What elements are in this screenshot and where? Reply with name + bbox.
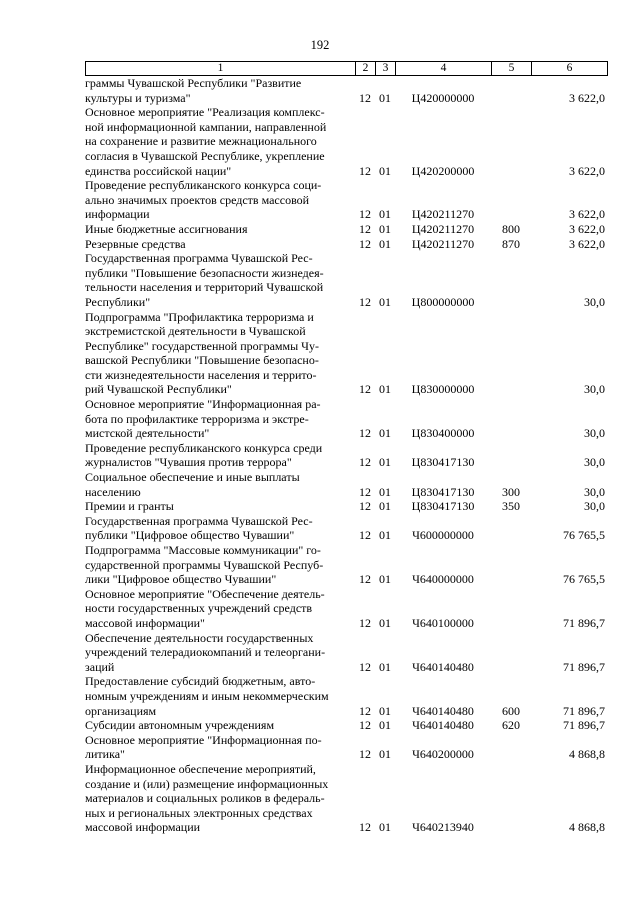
expense-type-code — [491, 587, 531, 631]
amount: 76 765,5 — [563, 528, 605, 543]
header-col-6: 6 — [532, 62, 608, 76]
section-code: 12 — [359, 659, 371, 674]
description-line: Социальное обеспечение и иные выплаты — [85, 470, 300, 485]
expense-type-code — [491, 76, 531, 105]
target-article-code: Ц830417130 — [411, 499, 475, 514]
header-col-4: 4 — [396, 62, 492, 76]
section-code: 12 — [359, 207, 371, 222]
subsection-code: 01 — [379, 221, 391, 236]
table-row — [85, 251, 607, 309]
subsection-code: 01 — [379, 703, 391, 718]
description-line: Предоставление субсидий бюджетным, авто- — [85, 674, 316, 689]
amount: 71 896,7 — [563, 615, 605, 630]
description-line: создание и (или) размещение информационных — [85, 776, 329, 791]
section-code: 12 — [359, 90, 371, 105]
subsection-code: 01 — [379, 615, 391, 630]
expense-type-code: 800 — [502, 221, 520, 236]
table-row — [85, 397, 607, 441]
description-line: Основное мероприятие "Обеспечение деятель- — [85, 586, 325, 601]
section-code: 12 — [359, 615, 371, 630]
expense-type-code — [491, 733, 531, 762]
description-line: вашской Республики "Повышение безопасно- — [85, 353, 319, 368]
table-header — [85, 61, 608, 76]
subsection-code: 01 — [379, 747, 391, 762]
row-description — [85, 397, 355, 441]
target-article-code: Ч640140480 — [412, 703, 474, 718]
expense-type-code — [491, 543, 531, 587]
section-code: 12 — [359, 820, 371, 835]
header-col-2: 2 — [356, 62, 376, 76]
table-row — [85, 178, 607, 222]
section-code: 12 — [359, 499, 371, 514]
amount: 4 868,8 — [569, 747, 605, 762]
section-code: 12 — [359, 703, 371, 718]
header-col-3: 3 — [376, 62, 396, 76]
subsection-code: 01 — [379, 294, 391, 309]
expense-type-code — [491, 178, 531, 222]
description-line: согласия в Чувашской Республике, укрепление — [85, 148, 325, 163]
target-article-code: Ч640140480 — [412, 718, 474, 733]
target-article-code: Ц830400000 — [411, 426, 475, 441]
expense-type-code: 870 — [502, 236, 520, 251]
subsection-code: 01 — [379, 528, 391, 543]
section-code: 12 — [359, 163, 371, 178]
description-line: Обеспечение деятельности государственных — [85, 630, 314, 645]
description-line: Государственная программа Чувашской Рес- — [85, 251, 313, 266]
expense-type-code: 350 — [502, 499, 520, 514]
description-line: экстремистской деятельности в Чувашской — [85, 324, 306, 339]
target-article-code: Ц800000000 — [411, 294, 475, 309]
section-code: 12 — [359, 528, 371, 543]
description-line: лики "Цифровое общество Чувашии" — [85, 572, 277, 587]
expense-type-code — [491, 397, 531, 441]
description-line: публики "Цифровое общество Чувашии" — [85, 528, 295, 543]
amount: 3 622,0 — [569, 207, 605, 222]
table-row — [85, 718, 607, 733]
amount: 30,0 — [584, 499, 605, 514]
row-description — [85, 674, 355, 718]
amount: 30,0 — [584, 484, 605, 499]
description-line: единства российской нации" — [85, 163, 232, 178]
target-article-code: Ц420200000 — [411, 163, 475, 178]
table-row — [85, 441, 607, 470]
description-line: массовой информации — [85, 820, 201, 835]
table-row — [85, 631, 607, 675]
header-col-5: 5 — [492, 62, 532, 76]
amount: 71 896,7 — [563, 703, 605, 718]
amount: 30,0 — [584, 426, 605, 441]
section-code: 12 — [359, 382, 371, 397]
description-line: рий Чувашской Республики" — [85, 382, 232, 397]
description-line: заций — [85, 659, 115, 674]
row-description — [85, 718, 355, 733]
subsection-code: 01 — [379, 455, 391, 470]
subsection-code: 01 — [379, 426, 391, 441]
page-number: 192 — [310, 38, 330, 52]
target-article-code: Ч640140480 — [412, 659, 474, 674]
description-line: учреждений телерадиокомпаний и телеоргани- — [85, 645, 326, 660]
amount: 3 622,0 — [569, 221, 605, 236]
row-description — [85, 543, 355, 587]
section-code: 12 — [359, 455, 371, 470]
table-row — [85, 222, 607, 237]
table-row — [85, 543, 607, 587]
subsection-code: 01 — [379, 236, 391, 251]
header-col-1: 1 — [86, 62, 356, 76]
section-code: 12 — [359, 484, 371, 499]
expense-type-code: 620 — [502, 718, 520, 733]
description-line: мистской деятельности" — [85, 426, 210, 441]
expense-type-code — [491, 441, 531, 470]
expense-type-code: 600 — [502, 703, 520, 718]
subsection-code: 01 — [379, 90, 391, 105]
subsection-code: 01 — [379, 820, 391, 835]
description-line: ных и региональных электронных средствах — [85, 805, 313, 820]
table-row — [85, 76, 607, 105]
description-line: бота по профилактике терроризма и экстре- — [85, 411, 309, 426]
description-line: на сохранение и развитие межнационального — [85, 134, 317, 149]
target-article-code: Ц830417130 — [411, 455, 475, 470]
table-row — [85, 674, 607, 718]
description-line: ной информационной кампании, направленной — [85, 119, 327, 134]
target-article-code: Ц420211270 — [411, 221, 475, 236]
description-line: Проведение республиканского конкурса соци- — [85, 178, 322, 193]
row-description — [85, 237, 355, 252]
table-row — [85, 310, 607, 398]
description-line: Республике" государственной программы Чу- — [85, 338, 319, 353]
table-row — [85, 470, 607, 499]
subsection-code: 01 — [379, 382, 391, 397]
description-line: Подпрограмма "Профилактика терроризма и — [85, 309, 314, 324]
target-article-code: Ч600000000 — [412, 528, 474, 543]
section-code: 12 — [359, 221, 371, 236]
row-description — [85, 514, 355, 543]
row-description — [85, 105, 355, 178]
subsection-code: 01 — [379, 718, 391, 733]
subsection-code: 01 — [379, 572, 391, 587]
expense-type-code — [491, 251, 531, 309]
expense-type-code — [491, 310, 531, 398]
target-article-code: Ц830417130 — [411, 484, 475, 499]
table-row — [85, 514, 607, 543]
description-line: Информационное обеспечение мероприятий, — [85, 761, 316, 776]
description-line: сударственной программы Чувашской Респуб- — [85, 557, 324, 572]
row-description — [85, 631, 355, 675]
description-line: Республики" — [85, 294, 151, 309]
row-description — [85, 222, 355, 237]
table-row — [85, 105, 607, 178]
description-line: материалов и социальных роликов в федераль- — [85, 791, 325, 806]
description-line: сти жизнедеятельности населения и террито- — [85, 367, 317, 382]
description-line: Основное мероприятие "Информационная по- — [85, 732, 322, 747]
amount: 71 896,7 — [563, 718, 605, 733]
description-line: Подпрограмма "Массовые коммуникации" го- — [85, 543, 321, 557]
description-line: культуры и туризма" — [85, 90, 191, 105]
target-article-code: Ч640213940 — [412, 820, 474, 835]
row-description — [85, 310, 355, 398]
description-line: Резервные средства — [85, 236, 186, 251]
row-description — [85, 499, 355, 514]
target-article-code: Ц420211270 — [411, 236, 475, 251]
amount: 71 896,7 — [563, 659, 605, 674]
amount: 76 765,5 — [563, 572, 605, 587]
amount: 3 622,0 — [569, 236, 605, 251]
subsection-code: 01 — [379, 163, 391, 178]
description-line: Иные бюджетные ассигнования — [85, 221, 248, 236]
row-description — [85, 587, 355, 631]
table-row — [85, 733, 607, 762]
expense-type-code — [491, 631, 531, 675]
row-description — [85, 441, 355, 470]
description-line: ально значимых проектов средств массовой — [85, 192, 310, 207]
target-article-code: Ц830000000 — [411, 382, 475, 397]
row-description — [85, 178, 355, 222]
amount: 3 622,0 — [569, 163, 605, 178]
description-line: ности государственных учреждений средств — [85, 601, 313, 616]
table-row — [85, 762, 607, 835]
description-line: журналистов "Чувашия против террора" — [85, 455, 292, 470]
section-code: 12 — [359, 236, 371, 251]
description-line: публики "Повышение безопасности жизнедея- — [85, 265, 324, 280]
subsection-code: 01 — [379, 207, 391, 222]
expense-type-code — [491, 105, 531, 178]
table-row — [85, 237, 607, 252]
target-article-code: Ч640100000 — [412, 615, 474, 630]
description-line: населению — [85, 484, 141, 499]
section-code: 12 — [359, 294, 371, 309]
row-description — [85, 76, 355, 105]
description-line: Премии и гранты — [85, 499, 174, 514]
table-row — [85, 499, 607, 514]
amount: 3 622,0 — [569, 90, 605, 105]
table-body — [85, 76, 607, 835]
target-article-code: Ц420000000 — [411, 90, 475, 105]
description-line: граммы Чувашской Республики "Развитие — [85, 76, 302, 90]
description-line: литика" — [85, 747, 125, 762]
section-code: 12 — [359, 718, 371, 733]
section-code: 12 — [359, 747, 371, 762]
description-line: организациям — [85, 703, 157, 718]
description-line: Проведение республиканского конкурса среди — [85, 440, 323, 455]
description-line: Основное мероприятие "Реализация комплекс- — [85, 105, 325, 120]
expense-type-code — [491, 514, 531, 543]
description-line: информации — [85, 207, 150, 222]
row-description — [85, 762, 355, 835]
description-line: Основное мероприятие "Информационная ра- — [85, 397, 321, 412]
target-article-code: Ч640000000 — [412, 572, 474, 587]
description-line: Государственная программа Чувашской Рес- — [85, 513, 313, 528]
subsection-code: 01 — [379, 659, 391, 674]
target-article-code: Ч640200000 — [412, 747, 474, 762]
amount: 30,0 — [584, 294, 605, 309]
subsection-code: 01 — [379, 484, 391, 499]
section-code: 12 — [359, 426, 371, 441]
row-description — [85, 251, 355, 309]
target-article-code: Ц420211270 — [411, 207, 475, 222]
amount: 4 868,8 — [569, 820, 605, 835]
description-line: массовой информации" — [85, 615, 205, 630]
section-code: 12 — [359, 572, 371, 587]
expense-type-code — [491, 762, 531, 835]
expense-type-code: 300 — [502, 484, 520, 499]
subsection-code: 01 — [379, 499, 391, 514]
description-line: тельности населения и территорий Чувашской — [85, 280, 324, 295]
description-line: номным учреждениям и иным некоммерческим — [85, 688, 329, 703]
table-row — [85, 587, 607, 631]
amount: 30,0 — [584, 455, 605, 470]
amount: 30,0 — [584, 382, 605, 397]
row-description — [85, 733, 355, 762]
row-description — [85, 470, 355, 499]
description-line: Субсидии автономным учреждениям — [85, 718, 275, 733]
